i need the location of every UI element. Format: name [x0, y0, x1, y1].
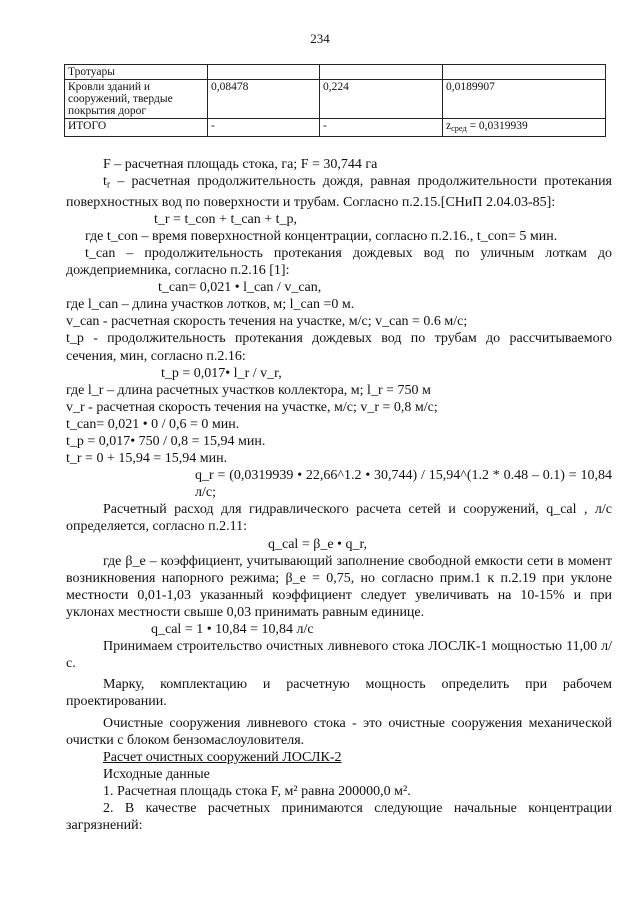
formula: q_r = (0,0319939 • 22,66^1.2 • 30,744) / 15,94^(1.2 * 0.48 – 0.1) = 10,84 л/с; [195, 468, 612, 501]
table-cell: 0,0189907 [443, 80, 606, 119]
z-subscript: сред [451, 124, 467, 134]
z-value: = 0,0319939 [466, 120, 528, 132]
paragraph: t_can – продолжительность протекания дождевых вод по уличным лоткам до дождеприемника, согласно п.2.16 [1]: [66, 245, 612, 279]
table-row [65, 65, 606, 80]
page-number: 234 [310, 31, 330, 46]
paragraph: $t_r$ – расчетная продолжительность дождя, равная продолжительности протекания поверхностных вод по поверхности и трубам. Согласно п.2.15.[СНиП 2.04.03-85]: [66, 174, 612, 210]
paragraph: Очистные сооружения ливневого стока - это очистные сооружения механической очистки с блоком бензомаслоуловителя. [66, 715, 612, 748]
table-cell [443, 65, 606, 80]
table-cell: - [320, 119, 443, 137]
paragraph: t_r = 0 + 15,94 = 15,94 мин. [66, 451, 228, 467]
table-cell: Тротуары [65, 65, 208, 80]
formula: t_r = t_con + t_can + t_p, [154, 211, 298, 227]
document-body [66, 156, 612, 834]
paragraph: v_can - расчетная скорость течения на участке, м/с; v_can = 0.6 м/с; [66, 314, 468, 330]
paragraph: Марку, комплектацию и расчетную мощность определить при рабочем проектировании. [66, 677, 612, 710]
paragraph: Расчетный расход для гидравлического расчета сетей и сооружений, q_cal , л/с определяется, согласно п.2.11: [66, 502, 612, 535]
paragraph: t_p - продолжительность протекания дождевых вод по трубам до рассчитываемого сечения, мин, согласно п.2.16: [66, 331, 612, 364]
table-cell: Кровли зданий и сооружений, твердые покрытия дорог [65, 80, 208, 119]
paragraph: 1. Расчетная площадь стока F, м² равна 200000,0 м². [103, 783, 411, 799]
paragraph: Принимаем строительство очистных ливневого стока ЛОСЛК-1 мощностью 11,00 л/с. [66, 639, 612, 672]
paragraph: где l_can – длина участков лотков, м; l_can =0 м. [66, 297, 355, 313]
formula: t_can= 0,021 • l_can / v_can, [158, 280, 322, 296]
paragraph: v_r - расчетная скорость течения на участке, м/с; v_r = 0,8 м/с; [66, 399, 438, 415]
table-cell: 0,224 [320, 80, 443, 119]
formula: q_cal = β_e • q_r, [268, 536, 368, 552]
formula: q_cal = 1 • 10,84 = 10,84 л/с [151, 622, 314, 638]
paragraph: 2. В качестве расчетных принимаются следующие начальные концентрации загрязнений: [66, 800, 612, 834]
table-cell [320, 65, 443, 80]
table-cell: 0,08478 [208, 80, 320, 119]
subsection-heading: Исходные данные [103, 766, 210, 782]
paragraph: где l_r – длина расчетных участков коллектора, м; l_r = 750 м [66, 382, 431, 398]
table-cell [208, 65, 320, 80]
section-heading: Расчет очистных сооружений ЛОСЛК-2 [103, 749, 342, 765]
table-cell: - [208, 119, 320, 137]
table-cell-total [443, 119, 606, 137]
table-cell: ИТОГО [65, 119, 208, 137]
table-row [65, 119, 606, 137]
paragraph: t_can= 0,021 • 0 / 0,6 = 0 мин. [66, 416, 240, 432]
table-row [65, 80, 606, 119]
formula: t_p = 0,017• l_r / v_r, [161, 365, 282, 381]
runoff-table [64, 64, 606, 137]
paragraph: где t_con – время поверхностной концентрации, согласно п.2.16., t_con= 5 мин. [85, 228, 558, 244]
paragraph: F – расчетная площадь стока, га; F = 30,744 га [103, 157, 378, 172]
z-symbol: z [446, 120, 452, 132]
paragraph: t_p = 0,017• 750 / 0,8 = 15,94 мин. [66, 434, 266, 450]
paragraph: где β_e – коэффициент, учитывающий заполнение свободной емкости сети в момент возникновения напорного режима; β_e = 0,75, но согласно прим.1 к п.2.19 при уклоне местности 0,01-1,03 указанный коэффициент следует увеличивать на 10-15% и при уклонах местности свыше 0,03 принимать равным единице. [66, 553, 612, 620]
